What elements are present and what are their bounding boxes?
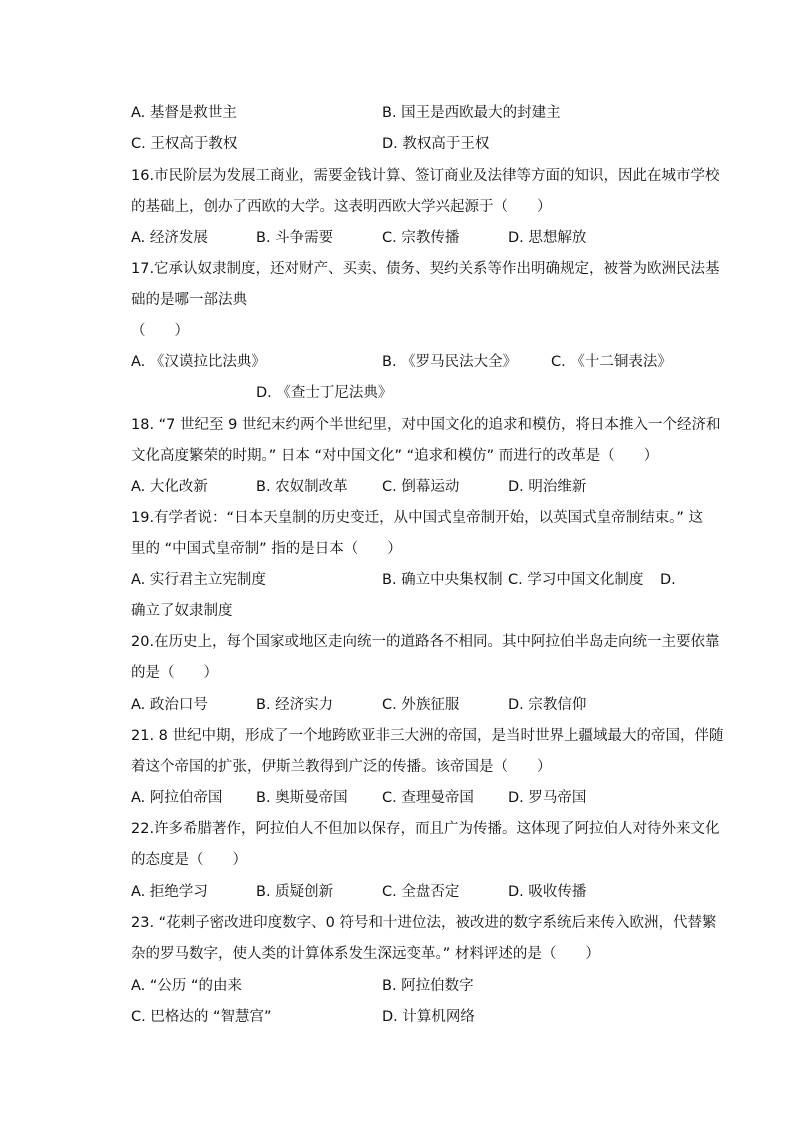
q18-option-b[interactable]: B. 农奴制改革	[256, 479, 348, 495]
q15-option-a[interactable]: A. 基督是救世主	[131, 105, 237, 121]
q15-option-b[interactable]: B. 国王是西欧最大的封建主	[382, 105, 561, 121]
q17-option-c[interactable]: C. 《十二铜表法》	[551, 354, 672, 370]
q19-option-a[interactable]: A. 实行君主立宪制度	[131, 572, 266, 588]
q18-option-d[interactable]: D. 明治维新	[508, 479, 587, 495]
q21-stem-line-2: 着这个帝国的扩张，伊斯兰教得到广泛的传播。该帝国是（ ）	[131, 759, 552, 775]
q22-option-b[interactable]: B. 质疑创新	[256, 884, 334, 900]
q15-option-d[interactable]: D. 教权高于王权	[382, 136, 490, 152]
q23-option-b[interactable]: B. 阿拉伯数字	[382, 978, 474, 994]
q20-stem-line-2: 的是（ ）	[131, 665, 218, 681]
q22-stem-line-1: 22.许多希腊著作，阿拉伯人不但加以保存，而且广为传播。这体现了阿拉伯人对待外来文化	[131, 821, 720, 837]
q20-option-d[interactable]: D. 宗教信仰	[508, 697, 587, 713]
q20-option-a[interactable]: A. 政治口号	[131, 697, 208, 713]
q16-option-b[interactable]: B. 斗争需要	[256, 230, 334, 246]
q18-stem-line-1: 18. “7 世纪至 9 世纪末约两个半世纪里，对中国文化的追求和模仿，将日本推入一个经济和	[131, 417, 721, 433]
q21-option-c[interactable]: C. 查理曼帝国	[382, 790, 474, 806]
q16-option-c[interactable]: C. 宗教传播	[382, 230, 460, 246]
q23-option-c[interactable]: C. 巴格达的 “智慧宫”	[131, 1009, 272, 1025]
q19-option-d-text[interactable]: 确立了奴隶制度	[131, 603, 233, 619]
q21-option-b[interactable]: B. 奥斯曼帝国	[256, 790, 348, 806]
q18-stem-line-2: 文化高度繁荣的时期。” 日本 “对中国文化” “追求和模仿” 而进行的改革是（ ）	[131, 448, 659, 464]
q23-stem-line-1: 23. “花剌子密改进印度数字、0 符号和十进位法，被改进的数字系统后来传入欧洲，代替繁	[131, 915, 717, 931]
q22-option-a[interactable]: A. 拒绝学习	[131, 884, 208, 900]
q19-stem-line-1: 19.有学者说：“日本天皇制的历史变迁，从中国式皇帝制开始，以英国式皇帝制结束。” 这	[131, 510, 703, 526]
q16-stem-line-2: 的基础上，创办了西欧的大学。这表明西欧大学兴起源于（ ）	[131, 199, 552, 215]
q23-option-d[interactable]: D. 计算机网络	[382, 1009, 475, 1025]
q20-option-c[interactable]: C. 外族征服	[382, 697, 460, 713]
q16-stem-line-1: 16.市民阶层为发展工商业，需要金钱计算、签订商业及法律等方面的知识，因此在城市学校	[131, 168, 720, 184]
q22-stem-line-2: 的态度是（ ）	[131, 852, 247, 868]
q19-option-b[interactable]: B. 确立中央集权制	[382, 572, 503, 588]
q19-option-c[interactable]: C. 学习中国文化制度	[508, 572, 644, 588]
q16-option-a[interactable]: A. 经济发展	[131, 230, 208, 246]
q22-option-c[interactable]: C. 全盘否定	[382, 884, 460, 900]
q23-stem-line-2: 杂的罗马数字，使人类的计算体系发生深远变革。” 材料评述的是（ ）	[131, 946, 600, 962]
q21-option-d[interactable]: D. 罗马帝国	[508, 790, 587, 806]
q17-option-a[interactable]: A. 《汉谟拉比法典》	[131, 354, 266, 370]
q16-option-d[interactable]: D. 思想解放	[508, 230, 587, 246]
q20-stem-line-1: 20.在历史上，每个国家或地区走向统一的道路各不相同。其中阿拉伯半岛走向统一主要依靠	[131, 634, 720, 650]
q19-option-d-letter[interactable]: D.	[660, 572, 676, 588]
q18-option-a[interactable]: A. 大化改新	[131, 479, 208, 495]
q21-option-a[interactable]: A. 阿拉伯帝国	[131, 790, 223, 806]
q17-stem-line-1: 17.它承认奴隶制度，还对财产、买卖、债务、契约关系等作出明确规定，被誉为欧洲民法基	[131, 261, 720, 277]
q22-option-d[interactable]: D. 吸收传播	[508, 884, 587, 900]
q20-option-b[interactable]: B. 经济实力	[256, 697, 334, 713]
q15-option-c[interactable]: C. 王权高于教权	[131, 136, 238, 152]
q17-stem-line-2: 础的是哪一部法典	[131, 292, 247, 308]
q17-stem-line-3: （ ）	[131, 323, 189, 339]
q17-option-b[interactable]: B. 《罗马民法大全》	[382, 354, 518, 370]
q19-stem-line-2: 里的 “中国式皇帝制” 指的是日本（ ）	[131, 541, 402, 557]
q21-stem-line-1: 21. 8 世纪中期，形成了一个地跨欧亚非三大洲的帝国，是当时世界上疆域最大的帝国，伴随	[131, 728, 724, 744]
q23-option-a[interactable]: A. “公历 “的由来	[131, 978, 243, 994]
q18-option-c[interactable]: C. 倒幕运动	[382, 479, 460, 495]
q17-option-d[interactable]: D. 《查士丁尼法典》	[256, 385, 393, 401]
